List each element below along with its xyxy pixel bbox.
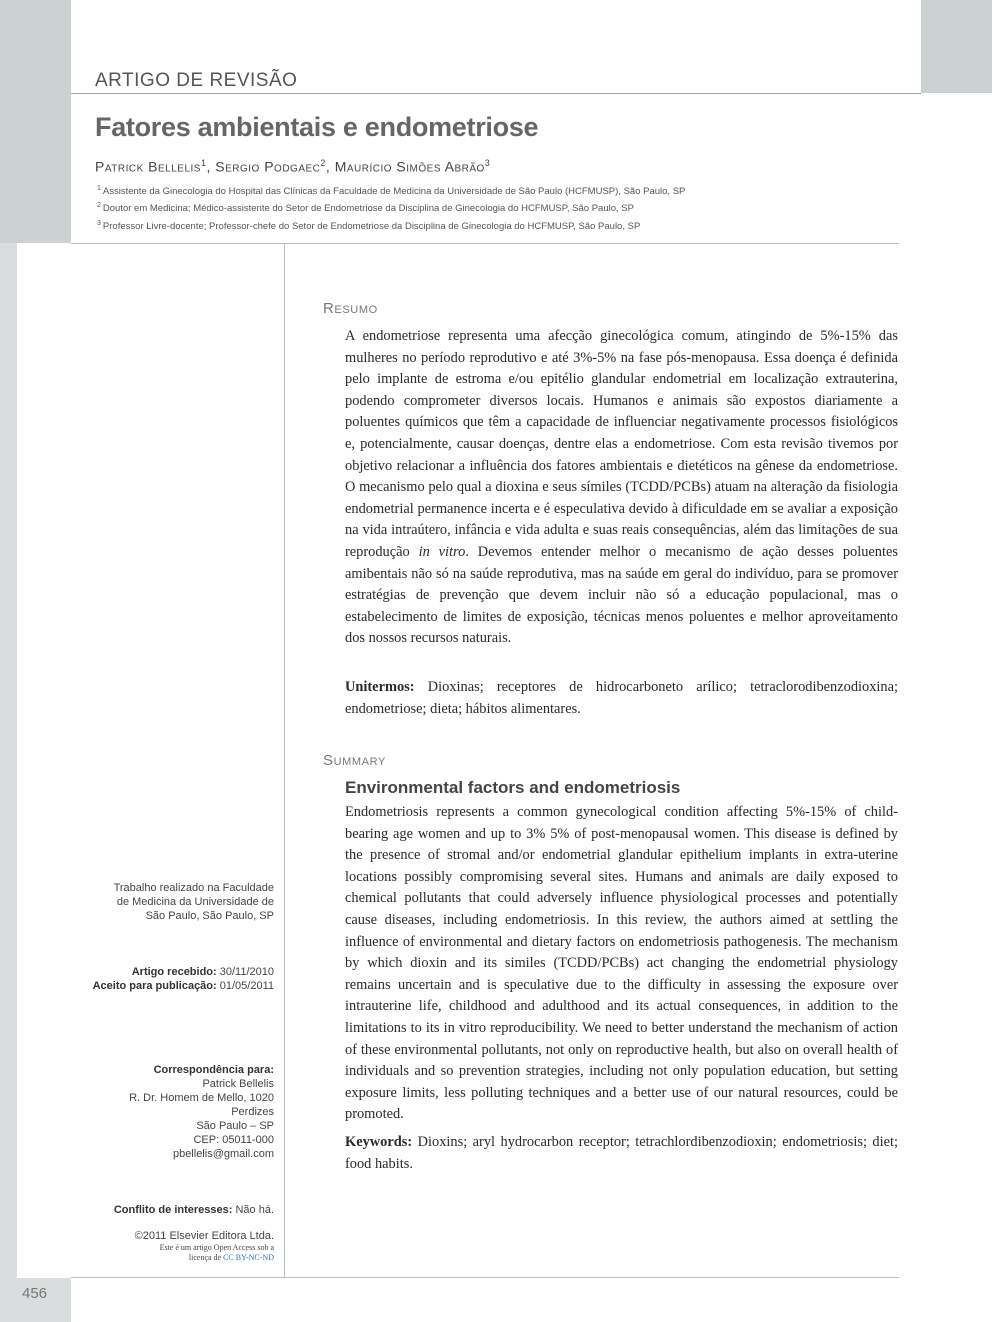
header-divider (71, 93, 921, 94)
conflict-value: Não há. (235, 1204, 274, 1216)
author-sup: 3 (484, 158, 491, 168)
affiliation-item (97, 199, 685, 216)
correspondence-label: Correspondência para: (153, 1064, 274, 1076)
summary-keywords-label: Keywords: (345, 1134, 413, 1150)
resumo-keywords-text: Dioxinas; receptores de hidrocarboneto arílico; tetraclorodibenzodioxina; endometriose; dieta; hábitos alimentares. (345, 679, 898, 717)
correspondence-line: Patrick Bellelis (202, 1078, 274, 1090)
correspondence-line: CEP: 05011-000 (193, 1134, 274, 1146)
affiliation-sup: 1 (97, 185, 101, 192)
accepted-label: Aceito para publicação: (92, 980, 217, 992)
affiliation-text: Assistente da Ginecologia do Hospital das Clínicas da Faculdade de Medicina da Universidade de São Paulo (HCFMUSP), São Paulo, SP (102, 186, 686, 198)
correspondence-line: R. Dr. Homem de Mello, 1020 (129, 1092, 274, 1104)
article-dates (90, 965, 274, 993)
copyright-block (90, 1229, 274, 1263)
header-band-right (921, 0, 992, 93)
resumo-text-end: . Devemos entender melhor o mecanismo de ação desses poluentes amibentais não só na saúde reprodutiva, mas na saúde em geral do indivíduo, para se promover estratégias de prevenção que devem incluir não só a educação populacional, mas o estabelecimento de limites de exposição, técnicas menos poluentes e melhor aproveitamento dos nossos recursos naturais. (345, 543, 898, 647)
correspondence-line: Perdizes (231, 1106, 274, 1118)
institution-note (90, 881, 274, 923)
accepted-line (90, 979, 274, 993)
footer-divider (71, 1277, 899, 1278)
license-line: Este é um artigo Open Access sob a (159, 1243, 274, 1252)
resumo-text: A endometriose representa uma afecção ginecológica comum, atingindo de 5%-15% das mulheres no período reprodutivo e até 3%-5% na fase pós-menopausa. Essa doença é definida pelo implante de estroma e/ou epitélio glandular endometrial em localização extrauterina, podendo comprometer diversos locais. Humanos e animais são expostos diariamente a poluentes químicos que têm a capacidade de influenciar negativamente processos fisiológicos e, potencialmente, causar doenças, dentre elas a endometriose. Com esta revisão tivemos por objetivo relacionar a influência dos fatores ambientais e dietéticos na gênese da endometriose. O mecanismo pelo qual a dioxina e seus símiles (TCDD/PCBs) atuam na alteração da fisiologia endometrial permanence incerta e é especulativa devido à dificuldade em se avaliar a exposição na vida intraútero, infância e vida adulta e suas reais consequências, além das limitações de sua reprodução (345, 328, 898, 560)
article-title: Fatores ambientais e endometriose (95, 112, 539, 142)
article-type-label: ARTIGO DE REVISÃO (95, 70, 298, 91)
affiliation-item (97, 182, 685, 199)
author-sup: 2 (320, 158, 326, 168)
summary-keywords (345, 1132, 898, 1175)
correspondence-block (90, 1063, 274, 1161)
column-divider (284, 244, 285, 1278)
resumo-keywords (345, 677, 898, 720)
received-label: Artigo recebido: (131, 966, 217, 978)
affiliation-sup: 2 (97, 202, 101, 210)
summary-abstract: Endometriosis represents a common gynecological condition affecting 5%-15% of child-bearing age women and up to 3% 5% of post-menopausal women. This disease is defined by the presence of stromal and/or endometrial glandular epithelium implants in extra-uterine locations possibly compromising several sites. Humans and animals are daily exposed to chemical pollutants that could adversely influence physiological processes and potentially cause diseases, including endometriosis. In this review, the authors aimed at settling the influence of environmental and dietary factors on endometriosis pathogenesis. The mechanism by which dioxin and its similes (TCDD/PCBs) act changing the endometrial physiology remains uncertain and is speculative due to the difficulty in assessing the exposure over intrauterine life, childhood and adulthood and its actual consequences, in addition to the limitations to its in vitro reproducibility. We need to better understand the mechanism of action of these environmental pollutants, not only on reproductive health, but also on overall health of individuals and so prevention strategies, including not only population education, but setting exposure limits, less polluting techniques and a better use of our natural resources, could be promoted. (345, 804, 898, 1123)
conflict-label: Conflito de interesses: (113, 1204, 233, 1216)
affiliation-text: Doutor em Medicina; Médico-assistente do Setor de Endometriose da Disciplina de Ginecologia do HCFMUSP, São Paulo, SP (102, 203, 634, 215)
author-name: Maurício Simões Abrão (334, 158, 485, 175)
license-link[interactable]: CC BY-NC-ND (223, 1253, 274, 1262)
author-list: Patrick Bellelis$^1$, Sergio Podgaec$^2$, Maurício Simões Abrão$^3$ (95, 158, 491, 175)
affiliation-item (97, 217, 685, 234)
institution-line: Trabalho realizado na Faculdade (113, 882, 274, 894)
resumo-italic: in vitro (418, 543, 466, 560)
accepted-date: 01/05/2011 (219, 980, 274, 992)
affiliation-text: Professor Livre-docente; Professor-chefe do Setor de Endometriose da Disciplina de Ginecologia do HCFMUSP, São Paulo, SP (102, 221, 641, 233)
license-prefix: licença de (188, 1253, 222, 1262)
page-number: 456 (22, 1285, 48, 1302)
received-date: 30/11/2010 (219, 966, 274, 978)
header-band-left (0, 0, 71, 243)
author-name: Sergio Podgaec (215, 158, 321, 175)
correspondence-line: São Paulo – SP (196, 1120, 274, 1132)
summary-title: Environmental factors and endometriosis (345, 778, 681, 797)
left-margin-band (0, 243, 17, 1278)
received-line (90, 965, 274, 979)
author-name: Patrick Bellelis (95, 158, 201, 175)
affiliation-sup: 3 (97, 219, 101, 227)
author-sup: 1 (200, 158, 207, 168)
conflict-of-interest (90, 1203, 274, 1217)
copyright-text: ©2011 Elsevier Editora Ltda. (134, 1230, 274, 1242)
header-bottom-divider (71, 243, 899, 244)
affiliation-list (97, 182, 685, 234)
correspondence-email[interactable]: pbellelis@gmail.com (172, 1148, 274, 1160)
institution-line: de Medicina da Universidade de (116, 896, 274, 908)
license-line (90, 1253, 274, 1263)
resumo-abstract (345, 326, 898, 650)
resumo-heading: Resumo (323, 300, 378, 317)
resumo-keywords-label: Unitermos: (345, 679, 415, 695)
institution-line: São Paulo, São Paulo, SP (145, 910, 274, 922)
summary-keywords-text: Dioxins; aryl hydrocarbon receptor; tetrachlordibenzodioxin; endometriosis; diet; food habits. (345, 1134, 898, 1172)
summary-heading: Summary (323, 752, 386, 769)
